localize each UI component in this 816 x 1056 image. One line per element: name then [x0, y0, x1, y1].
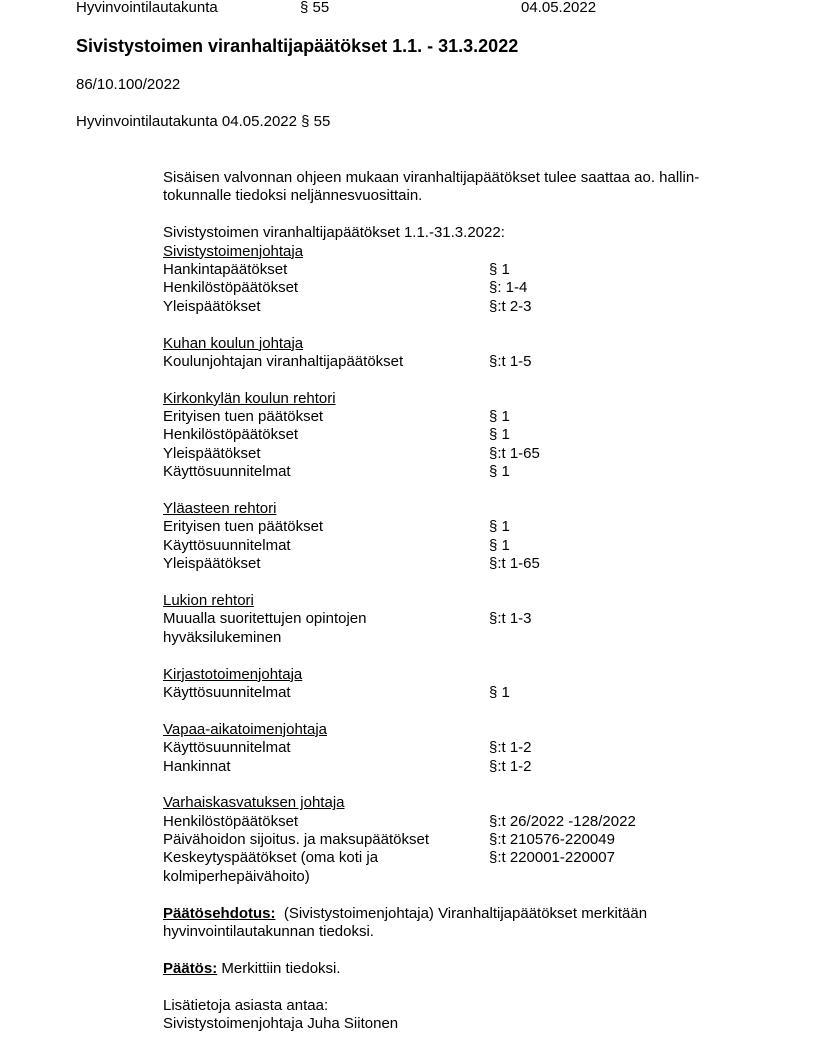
decision-label: Päätös:	[163, 959, 218, 977]
section-heading: Kuhan koulun johtaja	[163, 334, 304, 352]
list-item	[163, 445, 763, 463]
proposal-text: (Sivistystoimenjohtaja) Viranhaltijapäätökset merkitään	[275, 904, 648, 922]
item-reference: §:t 1-5	[489, 352, 532, 370]
section-heading: Vapaa-aikatoimenjohtaja	[163, 720, 327, 738]
list-item	[163, 298, 763, 316]
item-reference: §:t 1-65	[489, 555, 540, 573]
item-label: Koulunjohtajan viranhaltijapäätökset	[163, 352, 404, 370]
item-reference: §:t 1-3	[489, 610, 532, 628]
list-item	[163, 353, 763, 371]
section-heading: Varhaiskasvatuksen johtaja	[163, 794, 345, 812]
proposal-label: Päätösehdotus:	[163, 904, 276, 922]
list-item	[163, 555, 763, 573]
proposal-line: hyvinvointilautakunnan tiedoksi.	[163, 923, 374, 941]
list-item	[163, 868, 763, 886]
item-label: hyväksilukeminen	[163, 628, 282, 646]
item-reference: § 1	[489, 463, 510, 481]
record-number: 86/10.100/2022	[76, 76, 181, 93]
page-title: Sivistystoimen viranhaltijapäätökset 1.1. - 31.3.2022	[76, 36, 519, 56]
contact-line: Sivistystoimenjohtaja Juha Siitonen	[163, 1014, 399, 1032]
list-item	[163, 739, 763, 757]
item-reference: § 1	[489, 408, 510, 426]
item-label: Yleispäätökset	[163, 555, 261, 573]
list-item	[163, 610, 763, 628]
item-label: Hankinnat	[163, 757, 231, 775]
item-label: Yleispäätökset	[163, 297, 261, 315]
item-label: kolmiperhepäivähoito)	[163, 867, 310, 885]
list-item	[163, 813, 763, 831]
list-item	[163, 261, 763, 279]
item-label: Käyttösuunnitelmat	[163, 683, 291, 701]
decision-text: Merkittiin tiedoksi.	[217, 959, 341, 977]
section-heading: Kirkonkylän koulun rehtori	[163, 389, 336, 407]
proposal-line	[163, 905, 763, 923]
item-label: Keskeytyspäätökset (oma koti ja	[163, 849, 379, 867]
list-title: Sivistystoimen viranhaltijapäätökset 1.1.-31.3.2022:	[163, 224, 505, 242]
header-section: § 55	[300, 0, 330, 16]
document-body	[163, 169, 763, 1033]
section-heading: Sivistystoimenjohtaja	[163, 242, 304, 260]
header-date: 04.05.2022	[521, 0, 597, 16]
list-item	[163, 408, 763, 426]
list-item	[163, 849, 763, 867]
list-item	[163, 426, 763, 444]
list-item	[163, 684, 763, 702]
decision-line	[163, 960, 763, 978]
item-label: Hankintapäätökset	[163, 260, 288, 278]
header-committee: Hyvinvointilautakunta	[76, 0, 218, 16]
item-reference: § 1	[489, 426, 510, 444]
list-item	[163, 831, 763, 849]
list-item	[163, 279, 763, 297]
item-label: Käyttösuunnitelmat	[163, 536, 291, 554]
item-label: Päivähoidon sijoitus. ja maksupäätökset	[163, 831, 429, 849]
list-item	[163, 629, 763, 647]
item-reference: §:t 210576-220049	[489, 831, 615, 849]
intro-line: Sisäisen valvonnan ohjeen mukaan viranhaltijapäätökset tulee saattaa ao. hallin-	[163, 169, 700, 186]
list-item	[163, 518, 763, 536]
contact-line: Lisätietoja asiasta antaa:	[163, 996, 329, 1014]
section-heading: Kirjastotoimenjohtaja	[163, 665, 303, 683]
item-reference: § 1	[489, 260, 510, 278]
item-label: Erityisen tuen päätökset	[163, 408, 324, 426]
item-reference: § 1	[489, 518, 510, 536]
item-label: Käyttösuunnitelmat	[163, 739, 291, 757]
item-reference: §:t 1-2	[489, 739, 532, 757]
list-item	[163, 463, 763, 481]
item-reference: §:t 26/2022 -128/2022	[489, 812, 636, 830]
item-label: Erityisen tuen päätökset	[163, 518, 324, 536]
section-heading: Yläasteen rehtori	[163, 500, 277, 518]
item-label: Henkilöstöpäätökset	[163, 279, 299, 297]
item-reference: §:t 1-2	[489, 757, 532, 775]
item-label: Henkilöstöpäätökset	[163, 812, 299, 830]
item-reference: §:t 220001-220007	[489, 849, 615, 867]
item-reference: §: 1-4	[489, 279, 528, 297]
item-reference: §:t 1-65	[489, 444, 540, 462]
item-reference: §:t 2-3	[489, 297, 532, 315]
item-label: Käyttösuunnitelmat	[163, 463, 291, 481]
meeting-reference: Hyvinvointilautakunta 04.05.2022 § 55	[76, 113, 331, 130]
decision-sections	[163, 243, 763, 905]
item-reference: § 1	[489, 683, 510, 701]
section-heading: Lukion rehtori	[163, 591, 254, 609]
intro-line: tokunnalle tiedoksi neljännesvuosittain.	[163, 187, 423, 205]
list-item	[163, 537, 763, 555]
list-item	[163, 758, 763, 776]
item-label: Yleispäätökset	[163, 444, 261, 462]
item-label: Henkilöstöpäätökset	[163, 426, 299, 444]
item-reference: § 1	[489, 536, 510, 554]
item-label: Muualla suoritettujen opintojen	[163, 610, 367, 628]
